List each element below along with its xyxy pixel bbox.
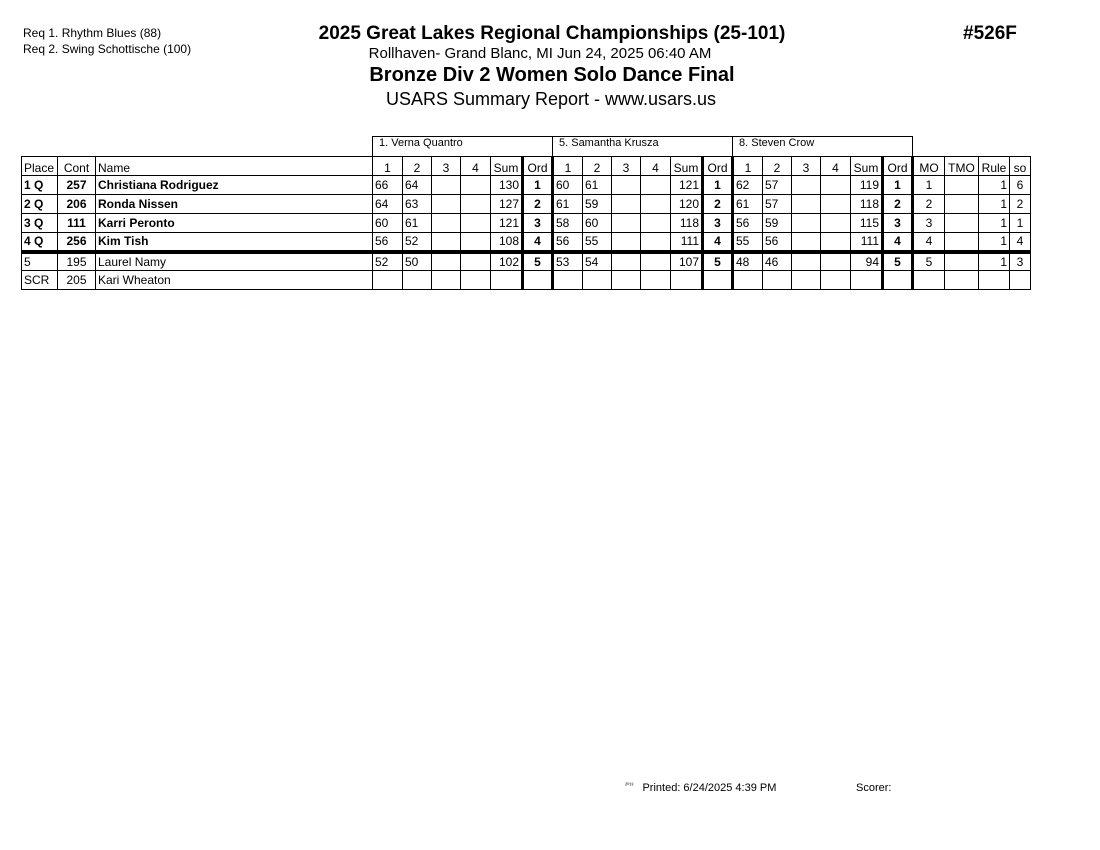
judge-1-col-3: 3 [432, 157, 461, 176]
tmo-cell [945, 233, 979, 252]
judge-2-score-1: 56 [553, 233, 583, 252]
judge-1-col-2: 2 [403, 157, 432, 176]
judge-2-col-sum: Sum [671, 157, 703, 176]
judge-1-score-4 [461, 214, 491, 233]
judge-2-score-5: 121 [671, 176, 703, 195]
judge-2-score-6: 1 [703, 176, 733, 195]
so-cell: 3 [1010, 252, 1031, 271]
judge-3-score-4 [821, 252, 851, 271]
printed-timestamp: Printed: 6/24/2025 4:39 PM [642, 782, 777, 794]
event-title: Bronze Div 2 Women Solo Dance Final [369, 64, 735, 86]
cont-cell: 256 [58, 233, 96, 252]
competition-title: 2025 Great Lakes Regional Championships (25-101) [318, 23, 786, 44]
cont-header: Cont [58, 157, 96, 176]
judge-1-score-4 [461, 195, 491, 214]
judge-1-score-2: 64 [403, 176, 432, 195]
judge-2-score-3 [612, 271, 641, 290]
requirement-1: Req 1. Rhythm Blues (88) [23, 26, 162, 40]
judge-2-score-4 [641, 214, 671, 233]
location-date: Rollhaven- Grand Blanc, MI Jun 24, 2025 06:40 AM [368, 45, 712, 62]
judge-2-score-2: 55 [583, 233, 612, 252]
judge-1-score-3 [432, 195, 461, 214]
name-cell: Kim Tish [96, 233, 373, 252]
judge-2-score-2: 54 [583, 252, 612, 271]
judge-2-score-3 [612, 252, 641, 271]
rule-cell: 1 [979, 195, 1010, 214]
place-cell: SCR [22, 271, 58, 290]
judge-1-score-1: 60 [373, 214, 403, 233]
judge-3-score-1: 62 [733, 176, 763, 195]
mo-header: MO [913, 157, 945, 176]
judge-2-score-3 [612, 214, 641, 233]
results-table [21, 136, 1031, 290]
table-row [22, 271, 1031, 290]
judge-2-score-3 [612, 176, 641, 195]
printed-footer [625, 782, 776, 794]
judge-2-score-4 [641, 176, 671, 195]
judge-2-score-5: 118 [671, 214, 703, 233]
judge-3-score-4 [821, 233, 851, 252]
judge-1-score-6: 1 [523, 176, 553, 195]
judge-3-score-1: 48 [733, 252, 763, 271]
rule-cell: 1 [979, 252, 1010, 271]
judge-1-score-4 [461, 252, 491, 271]
mo-cell: 1 [913, 176, 945, 195]
judge-3-score-2: 46 [763, 252, 792, 271]
name-header: Name [96, 157, 373, 176]
rule-cell: 1 [979, 176, 1010, 195]
judge-2-score-1: 58 [553, 214, 583, 233]
judge-1-score-3 [432, 214, 461, 233]
judge-3-score-6: 2 [883, 195, 913, 214]
judge-1-col-ord: Ord [523, 157, 553, 176]
judge-3-score-4 [821, 195, 851, 214]
judge-3-col-ord: Ord [883, 157, 913, 176]
judge-1-score-6: 4 [523, 233, 553, 252]
mo-cell [913, 271, 945, 290]
judge-3-score-1: 56 [733, 214, 763, 233]
table-row [22, 176, 1031, 195]
judge-2-score-4 [641, 195, 671, 214]
judge-3-score-6: 4 [883, 233, 913, 252]
judge-3-score-2: 57 [763, 195, 792, 214]
judge-1-score-3 [432, 233, 461, 252]
judge-2-score-2: 59 [583, 195, 612, 214]
judge-2-score-6: 3 [703, 214, 733, 233]
name-cell: Laurel Namy [96, 252, 373, 271]
scorer-label: Scorer: [856, 782, 892, 794]
judges-row [22, 137, 1031, 157]
name-cell: Ronda Nissen [96, 195, 373, 214]
tmo-header: TMO [945, 157, 979, 176]
judge-1-score-5: 108 [491, 233, 523, 252]
judge-2-score-4 [641, 233, 671, 252]
judge-2-name: 5. Samantha Krusza [553, 137, 733, 157]
judge-2-score-5: 107 [671, 252, 703, 271]
mo-cell: 5 [913, 252, 945, 271]
judge-2-col-3: 3 [612, 157, 641, 176]
tmo-cell [945, 214, 979, 233]
judge-1-score-5 [491, 271, 523, 290]
place-cell: 5 [22, 252, 58, 271]
judge-3-score-3 [792, 233, 821, 252]
judge-2-score-1: 61 [553, 195, 583, 214]
judge-2-score-1: 53 [553, 252, 583, 271]
judge-1-score-6: 3 [523, 214, 553, 233]
judge-3-score-3 [792, 195, 821, 214]
judge-3-score-6: 5 [883, 252, 913, 271]
cont-cell: 257 [58, 176, 96, 195]
judge-2-score-6: 4 [703, 233, 733, 252]
judge-1-score-5: 127 [491, 195, 523, 214]
judge-2-score-5 [671, 271, 703, 290]
judge-1-score-1 [373, 271, 403, 290]
report-title: USARS Summary Report - www.usars.us [385, 89, 717, 109]
judge-3-score-1: 55 [733, 233, 763, 252]
judge-3-score-5: 119 [851, 176, 883, 195]
so-cell: 1 [1010, 214, 1031, 233]
judge-2-score-1 [553, 271, 583, 290]
so-cell: 6 [1010, 176, 1031, 195]
judge-3-score-2 [763, 271, 792, 290]
judge-2-score-4 [641, 271, 671, 290]
so-cell: 2 [1010, 195, 1031, 214]
judge-1-score-6 [523, 271, 553, 290]
judge-2-score-4 [641, 252, 671, 271]
judge-3-col-3: 3 [792, 157, 821, 176]
judge-2-score-5: 111 [671, 233, 703, 252]
judge-3-score-3 [792, 252, 821, 271]
judge-1-score-2: 61 [403, 214, 432, 233]
judge-1-score-6: 5 [523, 252, 553, 271]
footer-code: ²⁰¹³ [625, 783, 634, 789]
judge-3-score-6: 3 [883, 214, 913, 233]
judge-1-score-2: 63 [403, 195, 432, 214]
judge-1-score-4 [461, 176, 491, 195]
place-cell: 4 Q [22, 233, 58, 252]
tmo-cell [945, 271, 979, 290]
table-row [22, 252, 1031, 271]
judge-3-score-3 [792, 271, 821, 290]
column-header-row [22, 157, 1031, 176]
judge-3-score-1: 61 [733, 195, 763, 214]
judge-3-score-3 [792, 214, 821, 233]
judge-1-score-1: 52 [373, 252, 403, 271]
judge-1-score-5: 121 [491, 214, 523, 233]
so-cell: 4 [1010, 233, 1031, 252]
judge-2-score-2 [583, 271, 612, 290]
judge-1-score-3 [432, 176, 461, 195]
judge-3-name: 8. Steven Crow [733, 137, 913, 157]
judge-1-score-2: 52 [403, 233, 432, 252]
judge-3-col-sum: Sum [851, 157, 883, 176]
judge-2-col-ord: Ord [703, 157, 733, 176]
place-cell: 1 Q [22, 176, 58, 195]
judge-3-score-6 [883, 271, 913, 290]
so-cell [1010, 271, 1031, 290]
table-row [22, 214, 1031, 233]
judge-3-score-2: 57 [763, 176, 792, 195]
event-number: #526F [963, 23, 1017, 44]
table-row [22, 195, 1031, 214]
judge-3-score-5: 94 [851, 252, 883, 271]
judge-1-score-2: 50 [403, 252, 432, 271]
mo-cell: 4 [913, 233, 945, 252]
judge-3-score-5 [851, 271, 883, 290]
judge-2-col-2: 2 [583, 157, 612, 176]
judge-2-score-6 [703, 271, 733, 290]
so-header: so [1010, 157, 1031, 176]
judge-3-col-1: 1 [733, 157, 763, 176]
judge-3-score-4 [821, 176, 851, 195]
judge-1-score-6: 2 [523, 195, 553, 214]
judge-1-name: 1. Verna Quantro [373, 137, 553, 157]
rule-cell [979, 271, 1010, 290]
judge-3-score-6: 1 [883, 176, 913, 195]
judge-1-score-1: 56 [373, 233, 403, 252]
judge-3-score-5: 118 [851, 195, 883, 214]
table-row [22, 233, 1031, 252]
judge-2-score-6: 2 [703, 195, 733, 214]
name-cell: Christiana Rodriguez [96, 176, 373, 195]
judge-1-score-3 [432, 271, 461, 290]
judge-2-col-4: 4 [641, 157, 671, 176]
judge-2-score-3 [612, 233, 641, 252]
judge-2-score-3 [612, 195, 641, 214]
judge-1-score-1: 64 [373, 195, 403, 214]
judge-3-score-1 [733, 271, 763, 290]
name-cell: Kari Wheaton [96, 271, 373, 290]
cont-cell: 111 [58, 214, 96, 233]
judge-1-score-2 [403, 271, 432, 290]
cont-cell: 205 [58, 271, 96, 290]
judge-3-col-4: 4 [821, 157, 851, 176]
judge-1-col-1: 1 [373, 157, 403, 176]
judge-3-score-3 [792, 176, 821, 195]
judge-2-score-6: 5 [703, 252, 733, 271]
place-cell: 3 Q [22, 214, 58, 233]
judge-1-score-5: 102 [491, 252, 523, 271]
judge-3-score-4 [821, 271, 851, 290]
judge-2-score-1: 60 [553, 176, 583, 195]
name-cell: Karri Peronto [96, 214, 373, 233]
judge-3-score-2: 59 [763, 214, 792, 233]
judge-1-col-4: 4 [461, 157, 491, 176]
judge-1-score-5: 130 [491, 176, 523, 195]
rule-cell: 1 [979, 214, 1010, 233]
judge-3-score-5: 115 [851, 214, 883, 233]
judge-2-score-5: 120 [671, 195, 703, 214]
judge-3-score-5: 111 [851, 233, 883, 252]
tmo-cell [945, 195, 979, 214]
judge-1-score-1: 66 [373, 176, 403, 195]
rule-cell: 1 [979, 233, 1010, 252]
judge-2-score-2: 61 [583, 176, 612, 195]
judge-1-col-sum: Sum [491, 157, 523, 176]
judge-3-score-2: 56 [763, 233, 792, 252]
cont-cell: 206 [58, 195, 96, 214]
rule-header: Rule [979, 157, 1010, 176]
tmo-cell [945, 252, 979, 271]
judge-3-score-4 [821, 214, 851, 233]
tmo-cell [945, 176, 979, 195]
judge-2-col-1: 1 [553, 157, 583, 176]
place-header: Place [22, 157, 58, 176]
place-cell: 2 Q [22, 195, 58, 214]
mo-cell: 3 [913, 214, 945, 233]
judge-2-score-2: 60 [583, 214, 612, 233]
cont-cell: 195 [58, 252, 96, 271]
mo-cell: 2 [913, 195, 945, 214]
judge-1-score-3 [432, 252, 461, 271]
judge-3-col-2: 2 [763, 157, 792, 176]
judge-1-score-4 [461, 271, 491, 290]
judge-1-score-4 [461, 233, 491, 252]
requirement-2: Req 2. Swing Schottische (100) [23, 42, 192, 56]
